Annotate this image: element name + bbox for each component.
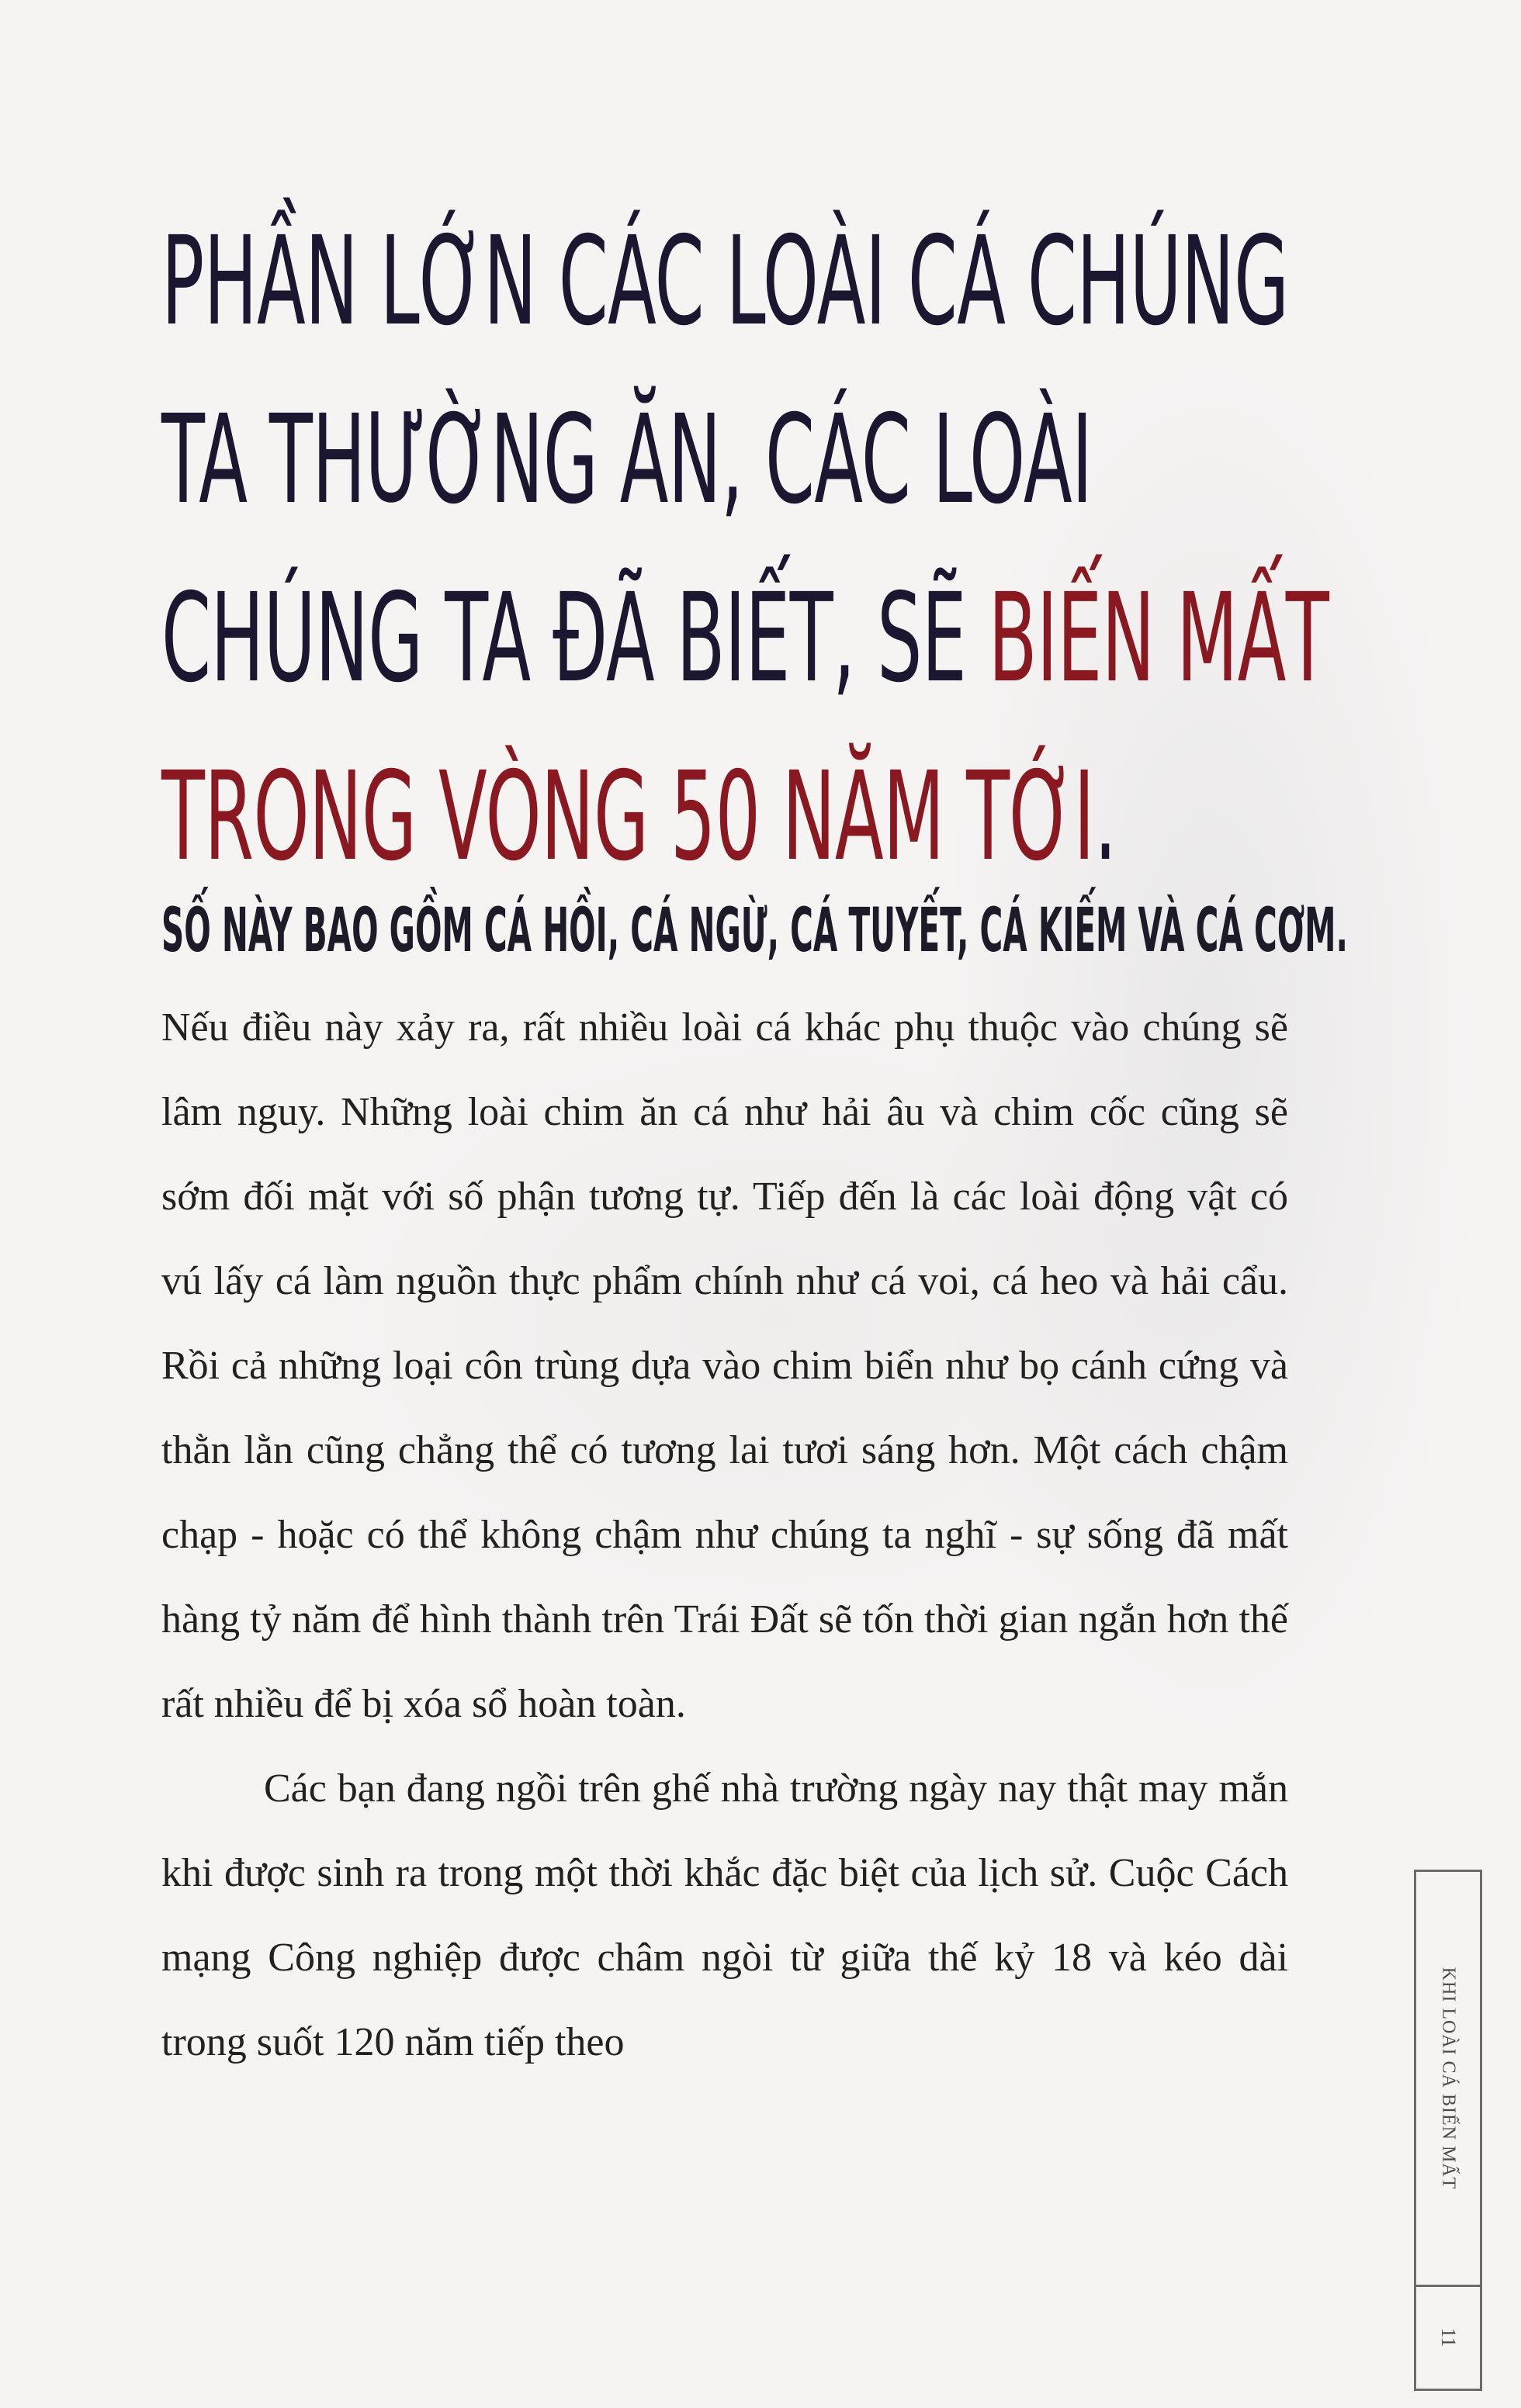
headline-line-1: PHẦN LỚN CÁC LOÀI CÁ CHÚNG xyxy=(161,210,1289,353)
page-number: 11 xyxy=(1437,2327,1460,2347)
body-text xyxy=(161,985,1288,2085)
headline xyxy=(161,192,1354,906)
headline-line-3 xyxy=(161,549,1354,728)
book-title: KHI LOÀI CÁ BIẾN MẤT xyxy=(1438,1967,1459,2190)
headline-line-4-dark: . xyxy=(1094,746,1117,888)
headline-line-3-dark: CHÚNG TA ĐÃ BIẾT, SẼ xyxy=(161,567,989,710)
headline-line-2: TA THƯỜNG ĂN, CÁC LOÀI xyxy=(161,389,1093,531)
headline-highlight-1: BIẾN MẤT xyxy=(988,567,1329,710)
headline-highlight-2: TRONG VÒNG 50 NĂM TỚI xyxy=(161,746,1095,888)
paragraph-2: Các bạn đang ngồi trên ghế nhà trường ngày nay thật may mắn khi được sinh ra trong một thời khắc đặc biệt của lịch sử. Cuộc Cách mạng Công nghiệp được châm ngòi từ giữa thế kỷ 18 và kéo dài trong suốt 120 năm tiếp theo xyxy=(161,1766,1288,2064)
paragraph-1: Nếu điều này xảy ra, rất nhiều loài cá khác phụ thuộc vào chúng sẽ lâm nguy. Những loài chim ăn cá như hải âu và chim cốc cũng sẽ sớm đối mặt với số phận tương tự. Tiếp đến là các loài động vật có vú lấy cá làm nguồn thực phẩm chính như cá voi, cá heo và hải cẩu. Rồi cả những loại côn trùng dựa vào chim biển như bọ cánh cứng và thằn lằn cũng chẳng thể có tương lai tươi sáng hơn. Một cách chậm chạp - hoặc có thể không chậm như chúng ta nghĩ - sự sống đã mất hàng tỷ năm để hình thành trên Trái Đất sẽ tốn thời gian ngắn hơn thế rất nhiều để bị xóa sổ hoàn toàn. xyxy=(161,1005,1288,1726)
headline-line-4 xyxy=(161,728,1354,906)
book-title-box xyxy=(1416,1872,1480,2287)
subheading: SỐ NÀY BAO GỒM CÁ HỒI, CÁ NGỪ, CÁ TUYẾT, CÁ KIẾM VÀ CÁ CƠM. xyxy=(161,896,1348,966)
running-head-sidebar xyxy=(1414,1870,1482,2391)
